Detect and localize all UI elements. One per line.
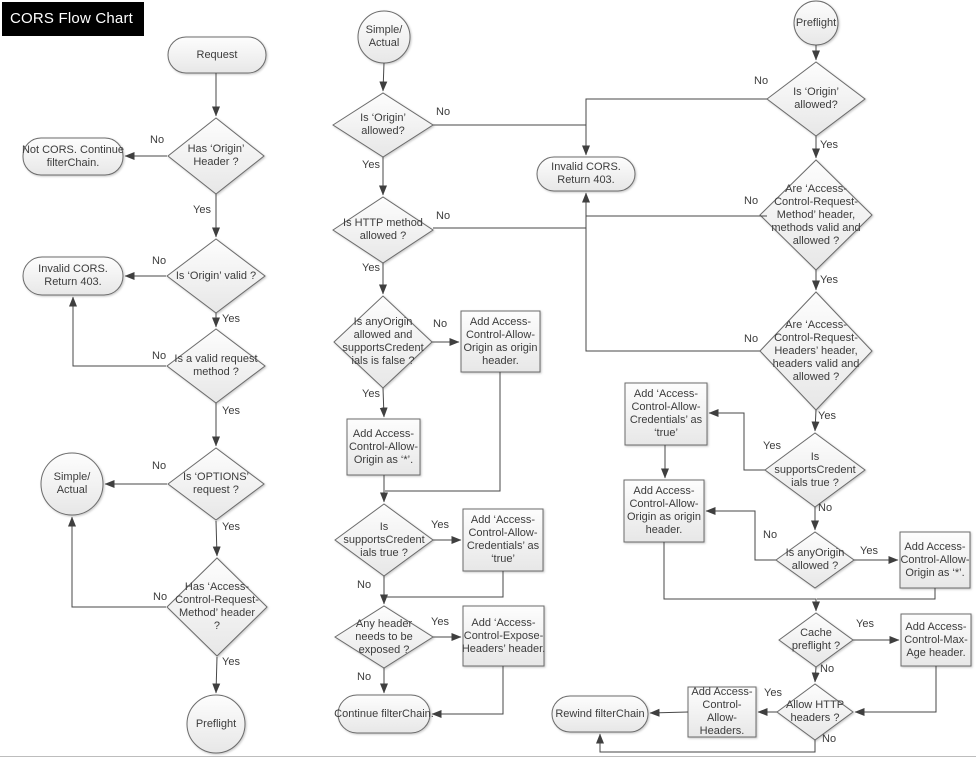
node-simple-actual-mid: Simple/ Actual [365, 24, 403, 49]
node-is-origin-valid-shape [167, 239, 265, 313]
node-shapes [23, 1, 971, 753]
node-add-acao-origin-right: Add Access- Control-Allow- Origin as origin header. [627, 485, 701, 536]
edge-star-right-join [817, 588, 935, 599]
node-is-anyorigin-allowed-shape [776, 532, 854, 588]
node-cache-preflight: Cache preflight ? [791, 627, 841, 652]
label-no-origin-valid: No [152, 255, 167, 267]
node-any-header-exposed-shape [335, 606, 433, 668]
label-yes-has-acrm: Yes [222, 656, 240, 668]
edge-has-acrm-yes [216, 657, 217, 693]
node-preflight-right-shape [794, 1, 838, 45]
label-yes-cache: Yes [856, 618, 874, 630]
node-add-acac-true-right: Add ‘Access- Control-Allow- Credentials’ as ‘true’ [629, 388, 703, 439]
label-no-options: No [152, 460, 167, 472]
edge-expose-to-continue [432, 666, 503, 714]
node-invalid-cors-mid: Invalid CORS. Return 403. [551, 161, 621, 186]
label-no-origin-mid: No [436, 106, 451, 118]
edge-acrh-yes [815, 410, 816, 431]
label-yes-origin-right: Yes [820, 139, 838, 151]
node-is-origin-valid: Is ‘Origin’ valid ? [175, 269, 257, 282]
edge-acrh-no-to-invalid [586, 193, 760, 351]
node-is-http-method-allowed: Is HTTP method allowed ? [343, 217, 423, 242]
node-is-valid-request-method-shape [167, 329, 265, 403]
node-not-cors: Not CORS. Continue filterChain. [21, 143, 125, 169]
node-is-valid-request-method: Is a valid request method ? [174, 353, 258, 378]
label-yes-allow-http: Yes [764, 687, 782, 699]
node-is-supports-cred-mid-shape [335, 504, 433, 576]
label-yes-http-method: Yes [362, 262, 380, 274]
node-is-origin-allowed-mid: Is ‘Origin’ allowed? [360, 112, 406, 137]
node-add-acac-true-right-shape [625, 383, 707, 445]
node-add-allow-headers-shape [688, 687, 756, 737]
node-add-max-age: Add Access- Control-Max- Age header. [904, 620, 968, 659]
node-add-acao-star-mid: Add Access- Control-Allow- Origin as ‘*’. [348, 427, 419, 466]
label-no-valid-method: No [152, 350, 167, 362]
node-simple-actual-left: Simple/ Actual [53, 471, 91, 496]
node-is-options-request-shape [168, 448, 264, 520]
edge-valid-method-no [73, 297, 166, 366]
label-no-anyorigin-right: No [763, 529, 778, 541]
label-yes-acrh: Yes [818, 410, 836, 422]
node-preflight-left-shape [187, 695, 245, 753]
node-is-origin-allowed-right: Is ‘Origin’ allowed? [793, 86, 839, 111]
node-allow-http-headers: Allow HTTP headers ? [785, 699, 845, 724]
node-simple-actual-left-shape [41, 453, 103, 515]
edge-max-age-to-allow-http [855, 666, 936, 712]
node-are-acrh-valid-shape [760, 292, 872, 410]
node-preflight-left: Preflight [195, 717, 237, 730]
label-no-cache: No [820, 663, 835, 675]
node-any-header-exposed: Any header needs to be exposed ? [355, 617, 413, 656]
node-add-acac-true-mid: Add ‘Access- Control-Allow- Credentials’ as ‘true’ [466, 514, 540, 565]
node-is-supports-cred-right-shape [765, 433, 865, 507]
node-are-acrh-valid: Are ‘Access- Control-Request- Headers’ header, headers valid and allowed ? [772, 318, 860, 383]
node-request: Request [196, 48, 238, 61]
node-has-acrm-header-shape [167, 558, 267, 656]
edge-cache-no [815, 667, 816, 682]
label-no-allow-http: No [822, 733, 837, 745]
edge-supports-cred-right-yes [709, 413, 765, 470]
edge-has-acrm-no [72, 517, 166, 607]
node-allow-http-headers-shape [777, 684, 853, 740]
edge-allow-headers-to-rewind [650, 712, 688, 713]
label-yes-anyorigin-false: Yes [362, 388, 380, 400]
label-no-has-origin: No [150, 134, 165, 146]
label-yes-has-origin: Yes [193, 204, 211, 216]
label-no-origin-right: No [754, 75, 769, 87]
node-is-supports-cred-right: Is supportsCredent ials true ? [774, 450, 856, 489]
node-has-origin-header-shape [168, 118, 264, 194]
label-yes-any-header: Yes [431, 616, 449, 628]
node-is-anyorigin-and-cred-false-shape [334, 296, 432, 388]
node-invalid-cors-left-shape [23, 257, 123, 295]
edge-anyorigin-right-no [706, 511, 776, 560]
label-no-supports-cred-mid: No [357, 579, 372, 591]
label-yes-supports-cred-right: Yes [763, 440, 781, 452]
node-add-max-age-shape [901, 614, 971, 666]
node-is-http-method-allowed-shape [333, 197, 433, 263]
node-has-acrm-header: Has ‘Access- Control-Request- Method’ header ? [175, 581, 259, 632]
node-not-cors-shape [23, 138, 123, 175]
node-continue-filterchain-shape [338, 695, 430, 733]
label-yes-options: Yes [222, 521, 240, 533]
node-is-anyorigin-and-cred-false: Is anyOrigin allowed and supportsCredent ials is false ? [342, 316, 424, 367]
label-yes-acrm: Yes [820, 274, 838, 286]
node-preflight-right: Preflight [795, 16, 837, 29]
node-has-origin-header: Has ‘Origin’ Header ? [187, 143, 245, 168]
label-yes-valid-method: Yes [222, 405, 240, 417]
label-no-has-acrm: No [153, 591, 168, 603]
node-invalid-cors-mid-shape [537, 157, 635, 191]
label-no-supports-cred-right: No [818, 502, 833, 514]
node-rewind-filterchain-shape [552, 696, 648, 732]
node-cache-preflight-shape [779, 613, 853, 667]
label-yes-anyorigin-right: Yes [860, 545, 878, 557]
chart-title: CORS Flow Chart [2, 2, 144, 36]
node-add-expose-headers-shape [463, 606, 544, 666]
node-invalid-cors-left: Invalid CORS. Return 403. [38, 263, 108, 288]
node-is-origin-allowed-mid-shape [333, 93, 433, 157]
node-add-acao-star-right-shape [900, 532, 970, 588]
node-simple-actual-mid-shape [358, 11, 410, 63]
node-add-acac-true-mid-shape [463, 509, 543, 571]
node-add-expose-headers: Add ‘Access- Control-Expose- Headers’ header. [461, 616, 546, 655]
node-is-supports-cred-mid: Is supportsCredent ials true ? [343, 520, 425, 559]
node-are-acrm-valid-shape [760, 160, 872, 270]
node-add-acao-star-mid-shape [347, 419, 420, 475]
node-add-allow-headers: Add Access- Control- Allow- Headers. [691, 686, 753, 737]
node-request-shape [168, 37, 266, 73]
label-yes-supports-cred-mid: Yes [431, 519, 449, 531]
label-no-any-header: No [357, 671, 372, 683]
node-are-acrm-valid: Are ‘Access- Control-Request- Method’ header, methods valid and allowed ? [771, 182, 861, 247]
edge-origin-right-no-to-invalid [586, 99, 767, 155]
edge-simple-mid-down [383, 63, 384, 91]
node-continue-filterchain: Continue filterChain. [334, 707, 434, 720]
edge-anyorigin-false-yes [383, 388, 384, 417]
node-is-anyorigin-allowed: Is anyOrigin allowed ? [785, 547, 845, 572]
node-is-options-request: Is ‘OPTIONS’ request ? [182, 471, 249, 496]
node-add-acao-star-right: Add Access- Control-Allow- Origin as ‘*’. [900, 540, 970, 579]
node-add-acao-origin-mid-shape [461, 311, 540, 372]
node-add-acao-origin-mid: Add Access- Control-Allow- Origin as origin header. [463, 315, 538, 367]
edge-options-yes [216, 521, 217, 556]
label-no-http-method: No [436, 210, 451, 222]
label-yes-origin-mid: Yes [362, 159, 380, 171]
label-yes-origin-valid: Yes [222, 313, 240, 325]
label-no-acrm: No [744, 195, 759, 207]
label-no-anyorigin-false: No [433, 318, 448, 330]
node-add-acao-origin-right-shape [624, 480, 704, 542]
node-rewind-filterchain: Rewind filterChain [555, 707, 645, 720]
edge-credentials-mid-join [385, 571, 503, 597]
label-no-acrh: No [744, 333, 759, 345]
node-is-origin-allowed-right-shape [767, 62, 865, 136]
